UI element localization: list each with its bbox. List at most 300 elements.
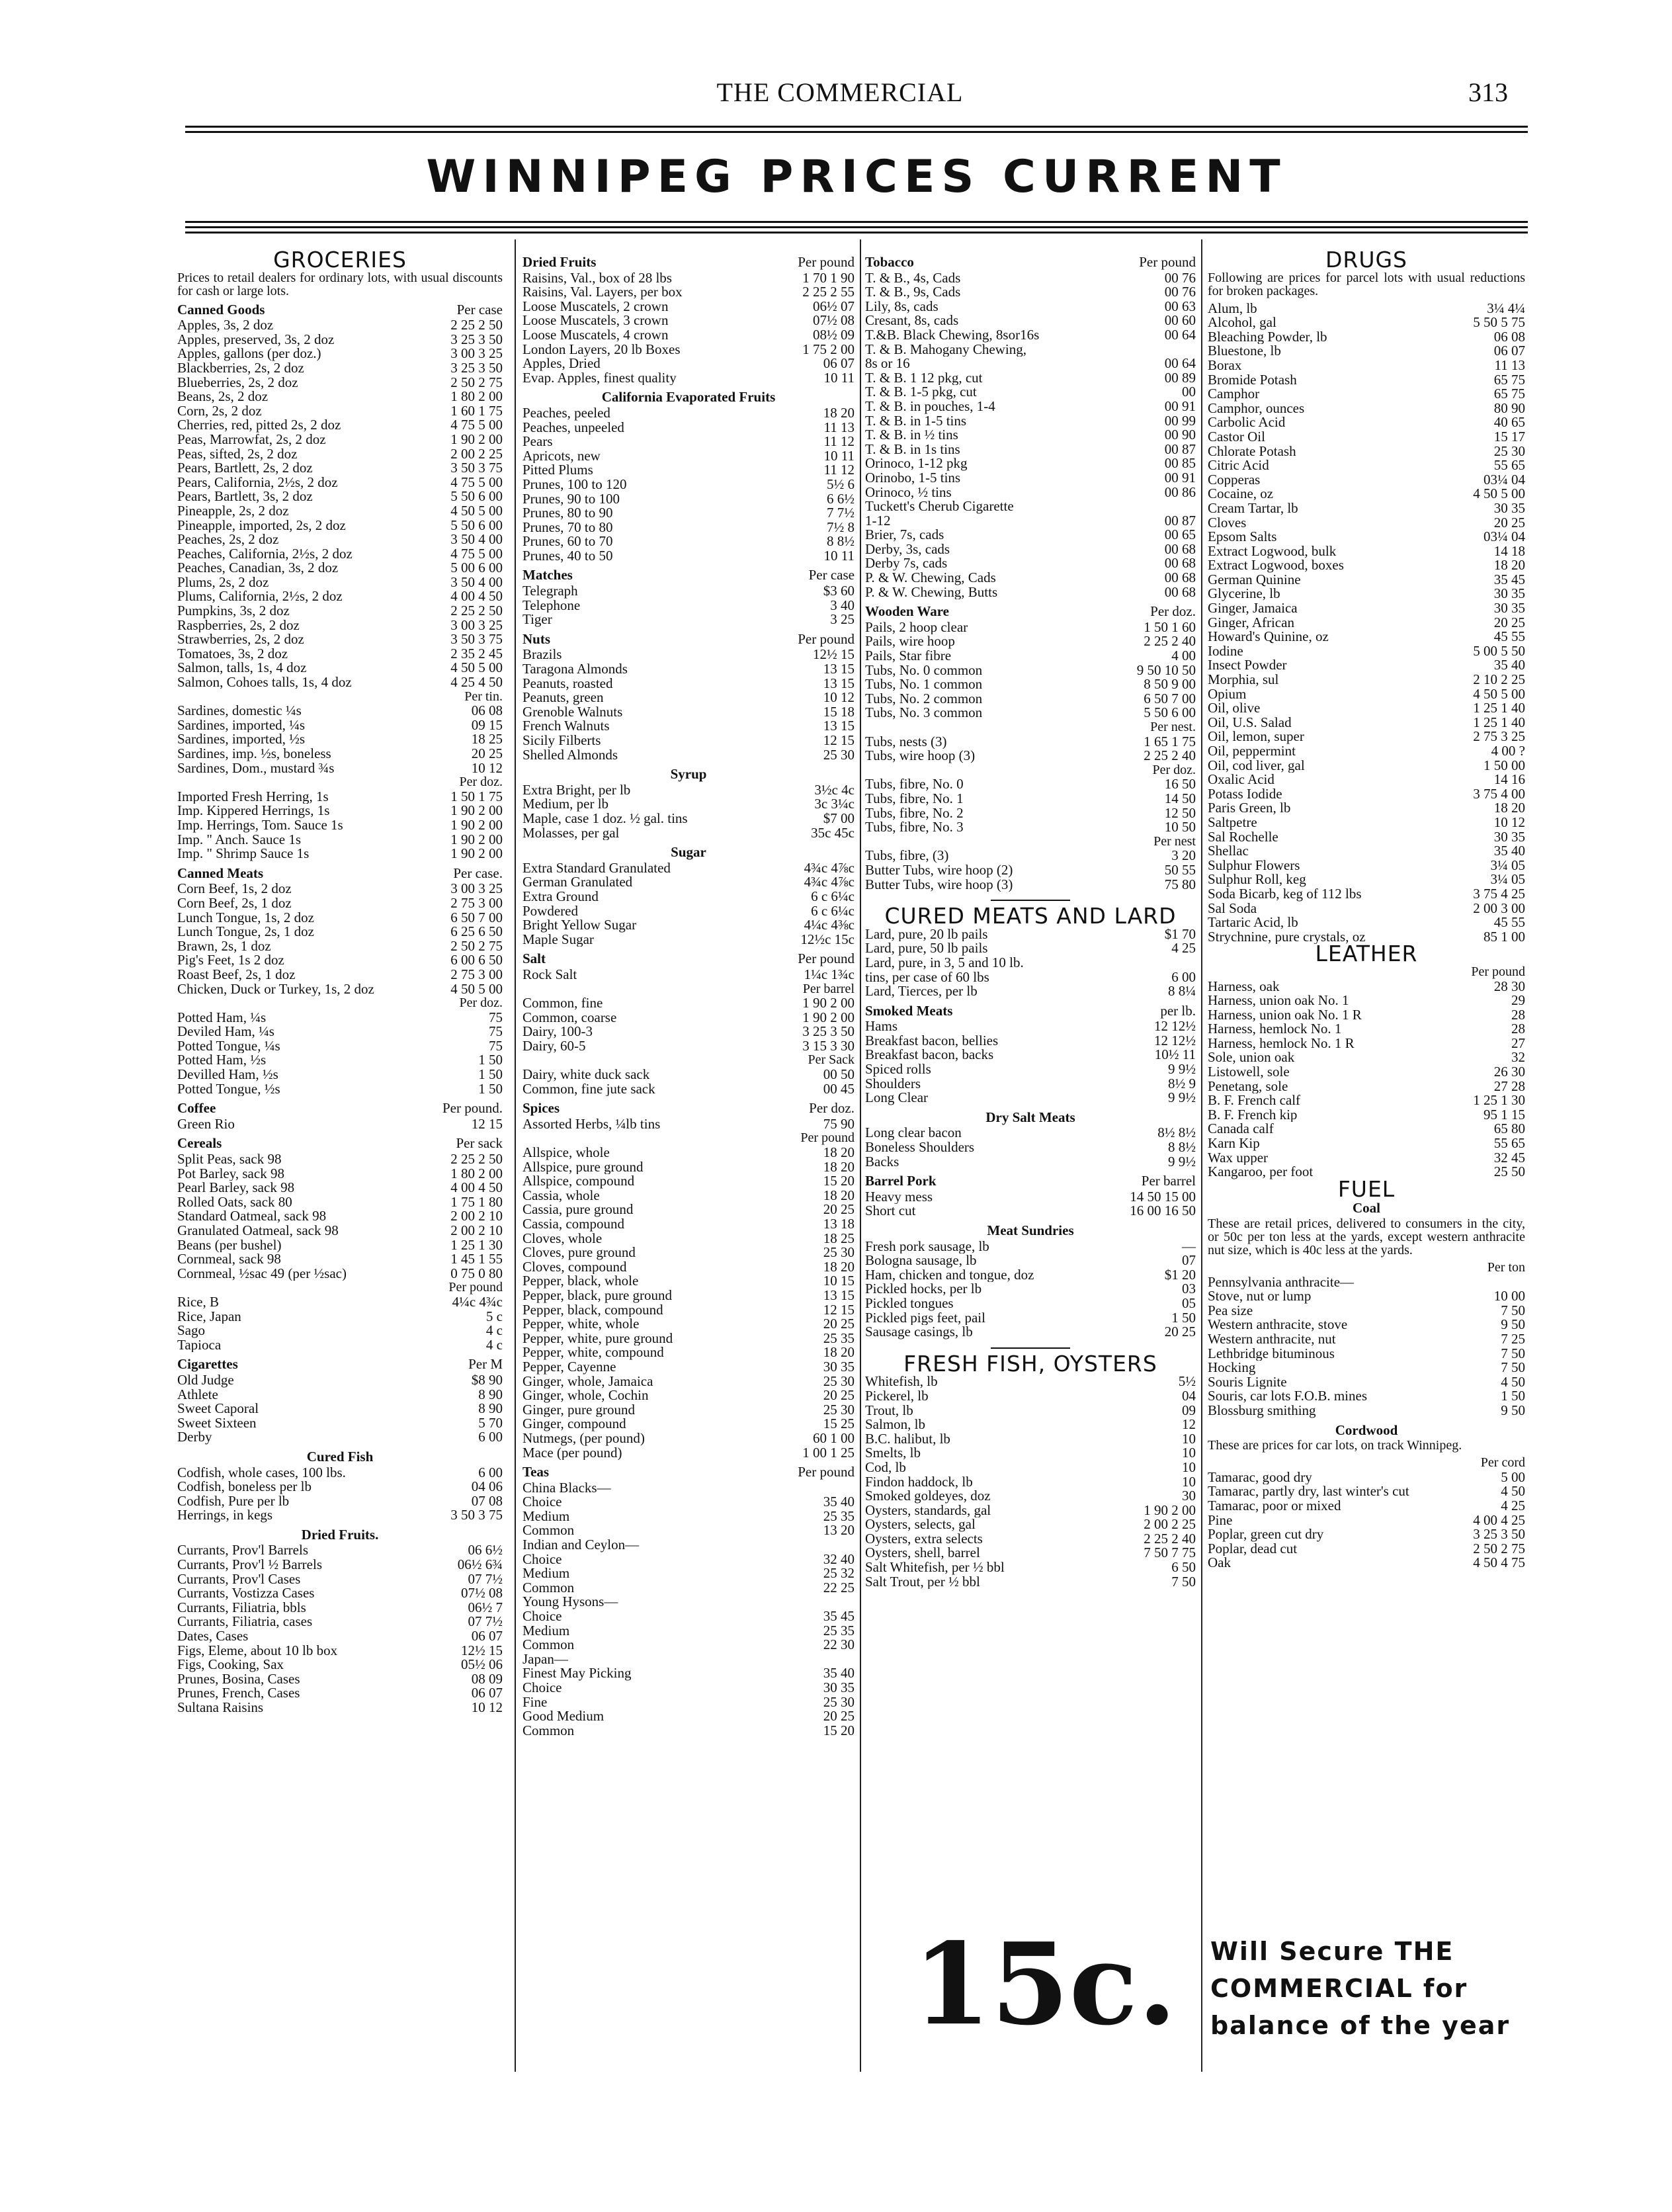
- item-price: 1 90 2 00: [450, 831, 503, 847]
- item-name: Spiced rolls: [865, 1062, 931, 1077]
- item-name: Common, fine jute sack: [522, 1082, 655, 1097]
- item-name: Tubs, nests (3): [865, 734, 947, 749]
- price-row: [1208, 330, 1525, 345]
- item-name: Strawberries, 2s, 2 doz: [177, 632, 304, 647]
- item-price: 3 00 3 25: [450, 880, 503, 897]
- item-price: 08½ 09: [813, 326, 855, 343]
- item-price: 3 00 3 25: [450, 345, 503, 362]
- item-name: Pea size: [1208, 1303, 1253, 1318]
- item-price: 1 90 2 00: [450, 802, 503, 819]
- unit-label: Per doz.: [1152, 762, 1196, 777]
- item-name: Kangaroo, per foot: [1208, 1165, 1314, 1179]
- price-row: [1208, 644, 1525, 659]
- price-row: [1208, 1093, 1525, 1108]
- item-price: 00 50: [823, 1066, 855, 1083]
- price-row: [522, 506, 855, 521]
- item-price: 5 50 6 00: [450, 488, 503, 505]
- subsection-heading: [865, 1174, 1196, 1189]
- item-name: Imported Fresh Herring, 1s: [177, 789, 329, 804]
- item-name: Old Judge: [177, 1373, 234, 1388]
- item-price: 06½ 07: [813, 298, 855, 314]
- column-divider-1: [515, 239, 516, 2072]
- item-name: Common: [522, 1638, 575, 1652]
- section-heading: DRUGS: [1325, 247, 1407, 273]
- price-row: [1208, 658, 1525, 673]
- item-name: French Walnuts: [522, 719, 610, 734]
- item-name: Currants, Prov'l ½ Barrels: [177, 1558, 323, 1572]
- item-price: 27 28: [1493, 1078, 1525, 1094]
- subsection-heading: [522, 1101, 855, 1116]
- item-price: 8½ 9: [1168, 1075, 1196, 1091]
- item-name: Pears, Bartlett, 2s, 2 doz: [177, 461, 313, 476]
- item-name: Poplar, dead cut: [1208, 1541, 1298, 1556]
- price-row: [522, 1246, 855, 1260]
- subsection-heading: [177, 1101, 503, 1116]
- item-price: $7 00: [823, 810, 855, 826]
- item-name: Codfish, whole cases, 100 lbs.: [177, 1465, 346, 1480]
- item-name: Plums, California, 2½s, 2 doz: [177, 589, 343, 605]
- item-price: 26 30: [1493, 1064, 1525, 1080]
- item-price: 2 25 2 50: [450, 317, 503, 333]
- item-name: Western anthracite, stove: [1208, 1318, 1348, 1332]
- item-price: 20 25: [823, 1316, 855, 1332]
- item-name: Tubs, fibre, (3): [865, 849, 949, 863]
- item-price: 1 90 2 00: [450, 431, 503, 447]
- price-row: [865, 634, 1196, 649]
- price-row: [522, 1666, 855, 1681]
- item-price: 80 90: [1493, 400, 1525, 416]
- price-row: [177, 790, 503, 804]
- item-price: 3 50 3 75: [450, 1507, 503, 1523]
- price-row: [522, 1403, 855, 1418]
- price-row: [177, 953, 503, 968]
- item-name: Oil, cod liver, gal: [1208, 758, 1305, 773]
- item-name: Plums, 2s, 2 doz: [177, 575, 269, 590]
- price-row: [522, 1417, 855, 1431]
- price-row: [177, 675, 503, 690]
- item-name: Standard Oatmeal, sack 98: [177, 1209, 327, 1224]
- price-row: [865, 1268, 1196, 1283]
- unit-label: Per cord: [1480, 1455, 1525, 1470]
- item-name: Blossburg smithing: [1208, 1403, 1316, 1418]
- item-name: Lily, 8s, cads: [865, 299, 939, 314]
- price-row: [1208, 872, 1525, 887]
- item-price: 4 75 5 00: [450, 417, 503, 433]
- item-price: 00 87: [1164, 512, 1196, 529]
- subsection-unit: Per case: [456, 301, 503, 318]
- item-name: Prunes, French, Cases: [177, 1686, 300, 1701]
- item-price: 75: [489, 1037, 503, 1054]
- item-price: [1192, 343, 1196, 357]
- item-name: Corn Beef, 1s, 2 doz: [177, 882, 292, 896]
- item-price: 8 8½: [827, 533, 855, 550]
- price-row: [1208, 844, 1525, 859]
- subsection-heading: Dry Salt Meats: [985, 1109, 1075, 1125]
- price-row: [177, 1416, 503, 1431]
- item-name: Derby, 3s, cads: [865, 542, 950, 557]
- item-name: Cresant, 8s, cads: [865, 314, 959, 328]
- item-name: Smoked goldeyes, doz: [865, 1489, 991, 1504]
- item-name: Sicily Filberts: [522, 734, 601, 748]
- unit-label: Per doz.: [459, 996, 503, 1011]
- item-name: Harness, union oak No. 1: [1208, 994, 1349, 1008]
- ad-line-3: balance of the year: [1210, 2011, 1511, 2040]
- price-row: [177, 911, 503, 925]
- item-price: 3¼ 4¼: [1487, 300, 1525, 316]
- item-name: Pickled tongues: [865, 1296, 954, 1311]
- item-price: 75 80: [1164, 876, 1196, 892]
- price-row: [1208, 1136, 1525, 1151]
- item-price: 1 70 1 90: [802, 269, 855, 286]
- price-row: [865, 456, 1196, 471]
- unit-label: Per nest: [1153, 833, 1196, 849]
- price-row: [522, 1523, 855, 1538]
- item-name: Pineapple, imported, 2s, 2 doz: [177, 518, 346, 533]
- price-row: [177, 447, 503, 462]
- item-price: 06 07: [471, 1628, 503, 1644]
- item-price: 10 15: [823, 1273, 855, 1289]
- price-row: [522, 1025, 855, 1039]
- item-price: 14 50: [1164, 790, 1196, 806]
- price-row: [177, 704, 503, 718]
- item-name: Pepper, white, whole: [522, 1317, 640, 1332]
- item-name: Sultana Raisins: [177, 1701, 264, 1715]
- price-row: [522, 613, 855, 627]
- item-price: 00 86: [1164, 484, 1196, 500]
- item-name: Evap. Apples, finest quality: [522, 370, 677, 386]
- item-name: China Blacks—: [522, 1480, 611, 1496]
- price-row: [177, 1209, 503, 1224]
- item-price: 00 85: [1164, 455, 1196, 472]
- item-name: Pine: [1208, 1513, 1233, 1528]
- price-row: [522, 343, 855, 357]
- price-row: [865, 1489, 1196, 1504]
- price-row: [522, 1431, 855, 1446]
- item-price: 28: [1511, 1006, 1525, 1023]
- item-name: Cassia, compound: [522, 1217, 624, 1232]
- price-row: [522, 521, 855, 535]
- item-price: 3 25: [830, 611, 855, 628]
- item-name: B.C. halibut, lb: [865, 1431, 950, 1447]
- item-price: 00 87: [1164, 441, 1196, 457]
- price-row: [177, 747, 503, 761]
- item-price: 10 11: [823, 547, 855, 564]
- item-price: 04 06: [471, 1478, 503, 1495]
- subsection-heading: [177, 1357, 503, 1372]
- section-note: Prices to retail dealers for ordinary lots, with usual discounts for cash or large lots.: [177, 270, 503, 298]
- item-name: Extract Logwood, bulk: [1208, 544, 1337, 559]
- item-name: Choice: [522, 1495, 562, 1510]
- item-name: Raisins, Val. Layers, per box: [522, 285, 683, 300]
- item-name: Oil, olive: [1208, 701, 1261, 716]
- header-rule-1: [185, 126, 1528, 128]
- section-heading: FRESH FISH, OYSTERS: [903, 1350, 1157, 1377]
- item-name: Butter Tubs, wire hoop (3): [865, 877, 1013, 892]
- item-price: 07½ 08: [461, 1585, 503, 1601]
- item-name: Ham, chicken and tongue, doz: [865, 1267, 1034, 1283]
- item-price: 1 50: [478, 1066, 503, 1083]
- item-name: Common, coarse: [522, 1010, 617, 1025]
- price-row: [177, 1508, 503, 1523]
- item-name: Sulphur Roll, keg: [1208, 872, 1306, 887]
- item-price: 1 90 2 00: [802, 1009, 855, 1025]
- item-name: German Granulated: [522, 875, 633, 890]
- price-row: [522, 1217, 855, 1232]
- price-row: [522, 1260, 855, 1275]
- subsection-title: Wooden Ware: [865, 603, 949, 620]
- item-name: Pepper, white, pure ground: [522, 1331, 673, 1346]
- item-name: Extra Bright, per lb: [522, 783, 631, 798]
- item-name: P. & W. Chewing, Cads: [865, 571, 996, 585]
- item-price: 00 45: [823, 1080, 855, 1097]
- item-name: Potass Iodide: [1208, 787, 1282, 802]
- unit-label: Per pound: [800, 1130, 855, 1146]
- item-name: Pot Barley, sack 98: [177, 1166, 284, 1181]
- price-row: [865, 735, 1196, 749]
- item-name: Tamarac, partly dry, last winter's cut: [1208, 1484, 1409, 1499]
- item-name: Imp. " Shrimp Sauce 1s: [177, 847, 310, 861]
- item-price: $1 70: [1164, 925, 1196, 942]
- item-name: Sal Soda: [1208, 901, 1257, 916]
- item-name: Cornmeal, ½sac 49 (per ½sac): [177, 1266, 347, 1281]
- item-price: 10 11: [823, 369, 855, 386]
- item-price: 20 25: [1164, 1324, 1196, 1340]
- price-row: [865, 1517, 1196, 1532]
- item-name: Cloves: [1208, 515, 1247, 531]
- item-price: 3 25 3 50: [1473, 1526, 1525, 1543]
- item-name: Ginger, whole, Jamaica: [522, 1374, 653, 1389]
- price-row: [522, 599, 855, 613]
- price-row: [177, 390, 503, 404]
- item-name: Sweet Caporal: [177, 1402, 259, 1416]
- item-name: Cod, lb: [865, 1460, 906, 1475]
- price-row: [177, 804, 503, 818]
- price-row: [177, 761, 503, 776]
- item-price: 20 25: [1493, 514, 1525, 531]
- item-price: 20 25: [823, 1387, 855, 1404]
- item-name: Roast Beef, 2s, 1 doz: [177, 967, 296, 982]
- item-name: Epsom Salts: [1208, 530, 1277, 544]
- item-name: Stove, nut or lump: [1208, 1289, 1312, 1304]
- price-row: [522, 691, 855, 705]
- groceries-column: [177, 247, 503, 1715]
- price-row: [177, 1324, 503, 1338]
- item-price: 18 25: [471, 731, 503, 747]
- ad-text: [1210, 1933, 1510, 2044]
- column-divider-3: [1201, 239, 1202, 2072]
- price-row: [1208, 1470, 1525, 1485]
- price-row: [177, 1601, 503, 1615]
- price-row: [522, 314, 855, 328]
- item-price: 32 40: [823, 1551, 855, 1567]
- item-name: Souris Lignite: [1208, 1375, 1287, 1390]
- item-price: 12 15: [471, 1115, 503, 1132]
- item-name: T. & B. in 1s tins: [865, 442, 960, 457]
- price-row: [522, 1289, 855, 1303]
- price-row: [1208, 1050, 1525, 1065]
- item-price: 00 91: [1164, 398, 1196, 414]
- item-price: 3¼ 05: [1490, 857, 1525, 873]
- item-price: 4 c: [485, 1322, 503, 1339]
- item-name: Indian and Ceylon—: [522, 1538, 640, 1553]
- price-row: [1208, 1484, 1525, 1499]
- price-row: [522, 812, 855, 826]
- item-price: 32 45: [1493, 1149, 1525, 1166]
- item-price: 3 25 3 50: [450, 359, 503, 376]
- item-name: Beans (per bushel): [177, 1238, 282, 1253]
- price-row: [865, 443, 1196, 457]
- price-row: [1208, 801, 1525, 816]
- price-row: [1208, 1375, 1525, 1390]
- section-heading: LEATHER: [1315, 941, 1418, 967]
- item-price: 10: [1182, 1430, 1196, 1447]
- item-price: 20 25: [823, 1708, 855, 1724]
- item-name: Harness, oak: [1208, 979, 1280, 994]
- subsection-title: Teas: [522, 1464, 550, 1480]
- item-price: 9 9½: [1168, 1061, 1196, 1078]
- price-row: [522, 1446, 855, 1461]
- price-row: [865, 414, 1196, 429]
- price-row: [522, 1203, 855, 1217]
- item-name: Peaches, California, 2½s, 2 doz: [177, 546, 353, 562]
- item-name: Cocaine, oz: [1208, 487, 1274, 501]
- item-price: 7 50: [1501, 1345, 1525, 1361]
- price-row: [522, 734, 855, 748]
- subsection-unit: Per pound: [1139, 254, 1196, 270]
- item-name: Granulated Oatmeal, sack 98: [177, 1224, 339, 1238]
- price-row: [865, 1475, 1196, 1490]
- item-price: 12: [1182, 1416, 1196, 1433]
- item-price: 22 30: [823, 1637, 855, 1653]
- subsection-title: Canned Goods: [177, 301, 265, 318]
- item-name: Pails, wire hoop: [865, 634, 955, 650]
- item-price: 4 25: [1171, 940, 1196, 957]
- price-row: [522, 1011, 855, 1025]
- item-name: Split Peas, sack 98: [177, 1152, 282, 1167]
- section-rule: [991, 1347, 1070, 1349]
- price-row: [177, 1082, 503, 1097]
- item-price: 10: [1182, 1473, 1196, 1490]
- item-name: Nutmegs, (per pound): [522, 1431, 645, 1446]
- item-price: 00 89: [1164, 369, 1196, 386]
- subsection-heading: Sugar: [671, 844, 706, 861]
- price-row: [1208, 487, 1525, 501]
- price-row: [177, 647, 503, 661]
- item-price: 6 c 6¼c: [811, 888, 855, 904]
- item-price: 1 90 2 00: [802, 995, 855, 1011]
- item-name: Apples, Dried: [522, 357, 601, 371]
- item-price: 4¾c 4⅞c: [804, 859, 855, 876]
- price-row: [522, 875, 855, 890]
- price-row: [522, 1160, 855, 1175]
- unit-label: Per Sack: [808, 1052, 855, 1068]
- item-name: Canada calf: [1208, 1122, 1274, 1137]
- item-name: Shoulders: [865, 1076, 921, 1091]
- item-price: 25 30: [823, 1693, 855, 1710]
- item-price: 13 15: [823, 675, 855, 691]
- item-name: Corn, 2s, 2 doz: [177, 404, 262, 419]
- price-row: [177, 1558, 503, 1572]
- item-name: Salt Whitefish, per ½ bbl: [865, 1560, 1005, 1575]
- item-price: 9 50 10 50: [1136, 661, 1196, 678]
- price-row: [1208, 573, 1525, 587]
- item-name: Brier, 7s, cads: [865, 528, 944, 542]
- price-row: [865, 357, 1196, 371]
- item-name: Extra Standard Granulated: [522, 861, 671, 876]
- price-row: [177, 1480, 503, 1494]
- price-row: [865, 1126, 1196, 1140]
- price-row: [177, 532, 503, 547]
- item-name: Pumpkins, 3s, 2 doz: [177, 604, 290, 618]
- price-row: [522, 968, 855, 982]
- item-price: 4¾c 4⅞c: [804, 874, 855, 890]
- item-name: Sardines, domestic ¼s: [177, 704, 302, 718]
- item-price: 65 75: [1493, 386, 1525, 402]
- item-name: T. & B. Mahogany Chewing,: [865, 342, 1027, 357]
- item-price: 4 50: [1501, 1373, 1525, 1390]
- item-price: 25 50: [1493, 1164, 1525, 1180]
- item-name: Oysters, standards, gal: [865, 1503, 991, 1518]
- item-price: 10½ 11: [1154, 1046, 1196, 1063]
- item-name: tins, per case of 60 lbs: [865, 970, 989, 985]
- price-row: [177, 1644, 503, 1658]
- price-row: [177, 1373, 503, 1388]
- item-name: Imp. Herrings, Tom. Sauce 1s: [177, 818, 343, 833]
- item-price: 4 c: [485, 1336, 503, 1353]
- item-price: 00 63: [1164, 298, 1196, 314]
- item-price: 15 20: [823, 1722, 855, 1738]
- item-name: Apples, 3s, 2 doz: [177, 318, 274, 333]
- subsection-heading: [522, 255, 855, 270]
- item-name: 1-12: [865, 513, 891, 529]
- price-row: [1208, 1008, 1525, 1023]
- item-price: 13 15: [823, 661, 855, 677]
- item-price: 10 12: [823, 689, 855, 706]
- price-row: [1208, 630, 1525, 644]
- subsection-heading: Cordwood: [1335, 1422, 1398, 1438]
- item-price: 3c 3¼c: [814, 796, 855, 812]
- item-name: Pepper, black, compound: [522, 1302, 663, 1318]
- item-name: Molasses, per gal: [522, 826, 620, 841]
- item-price: 2 25 2 40: [1144, 1530, 1196, 1547]
- subsection-title: Smoked Meats: [865, 1002, 953, 1019]
- item-price: 85 1 00: [1484, 928, 1525, 945]
- item-price: 45 55: [1493, 914, 1525, 931]
- item-price: 25 32: [823, 1565, 855, 1582]
- item-name: Peanuts, green: [522, 691, 604, 705]
- price-row: [177, 1701, 503, 1715]
- price-row: [1208, 473, 1525, 488]
- item-name: Pepper, white, compound: [522, 1345, 664, 1360]
- price-row: [177, 347, 503, 361]
- item-name: Powdered: [522, 904, 578, 919]
- price-row: [865, 820, 1196, 835]
- item-name: Rice, Japan: [177, 1309, 241, 1324]
- price-row: [177, 833, 503, 847]
- price-row: [522, 1375, 855, 1389]
- item-name: Orinoco, ½ tins: [865, 485, 952, 500]
- item-price: 10: [1182, 1445, 1196, 1461]
- item-name: Alcohol, gal: [1208, 316, 1276, 330]
- price-row: [177, 504, 503, 519]
- item-price: 35 40: [1493, 657, 1525, 673]
- price-row: [522, 1510, 855, 1524]
- item-price: 1 25 1 40: [1473, 700, 1525, 716]
- price-row: [1208, 1527, 1525, 1542]
- item-price: 0 75 0 80: [450, 1265, 503, 1281]
- item-price: 12½ 15: [461, 1642, 503, 1658]
- subsection-heading: Cured Fish: [306, 1448, 374, 1465]
